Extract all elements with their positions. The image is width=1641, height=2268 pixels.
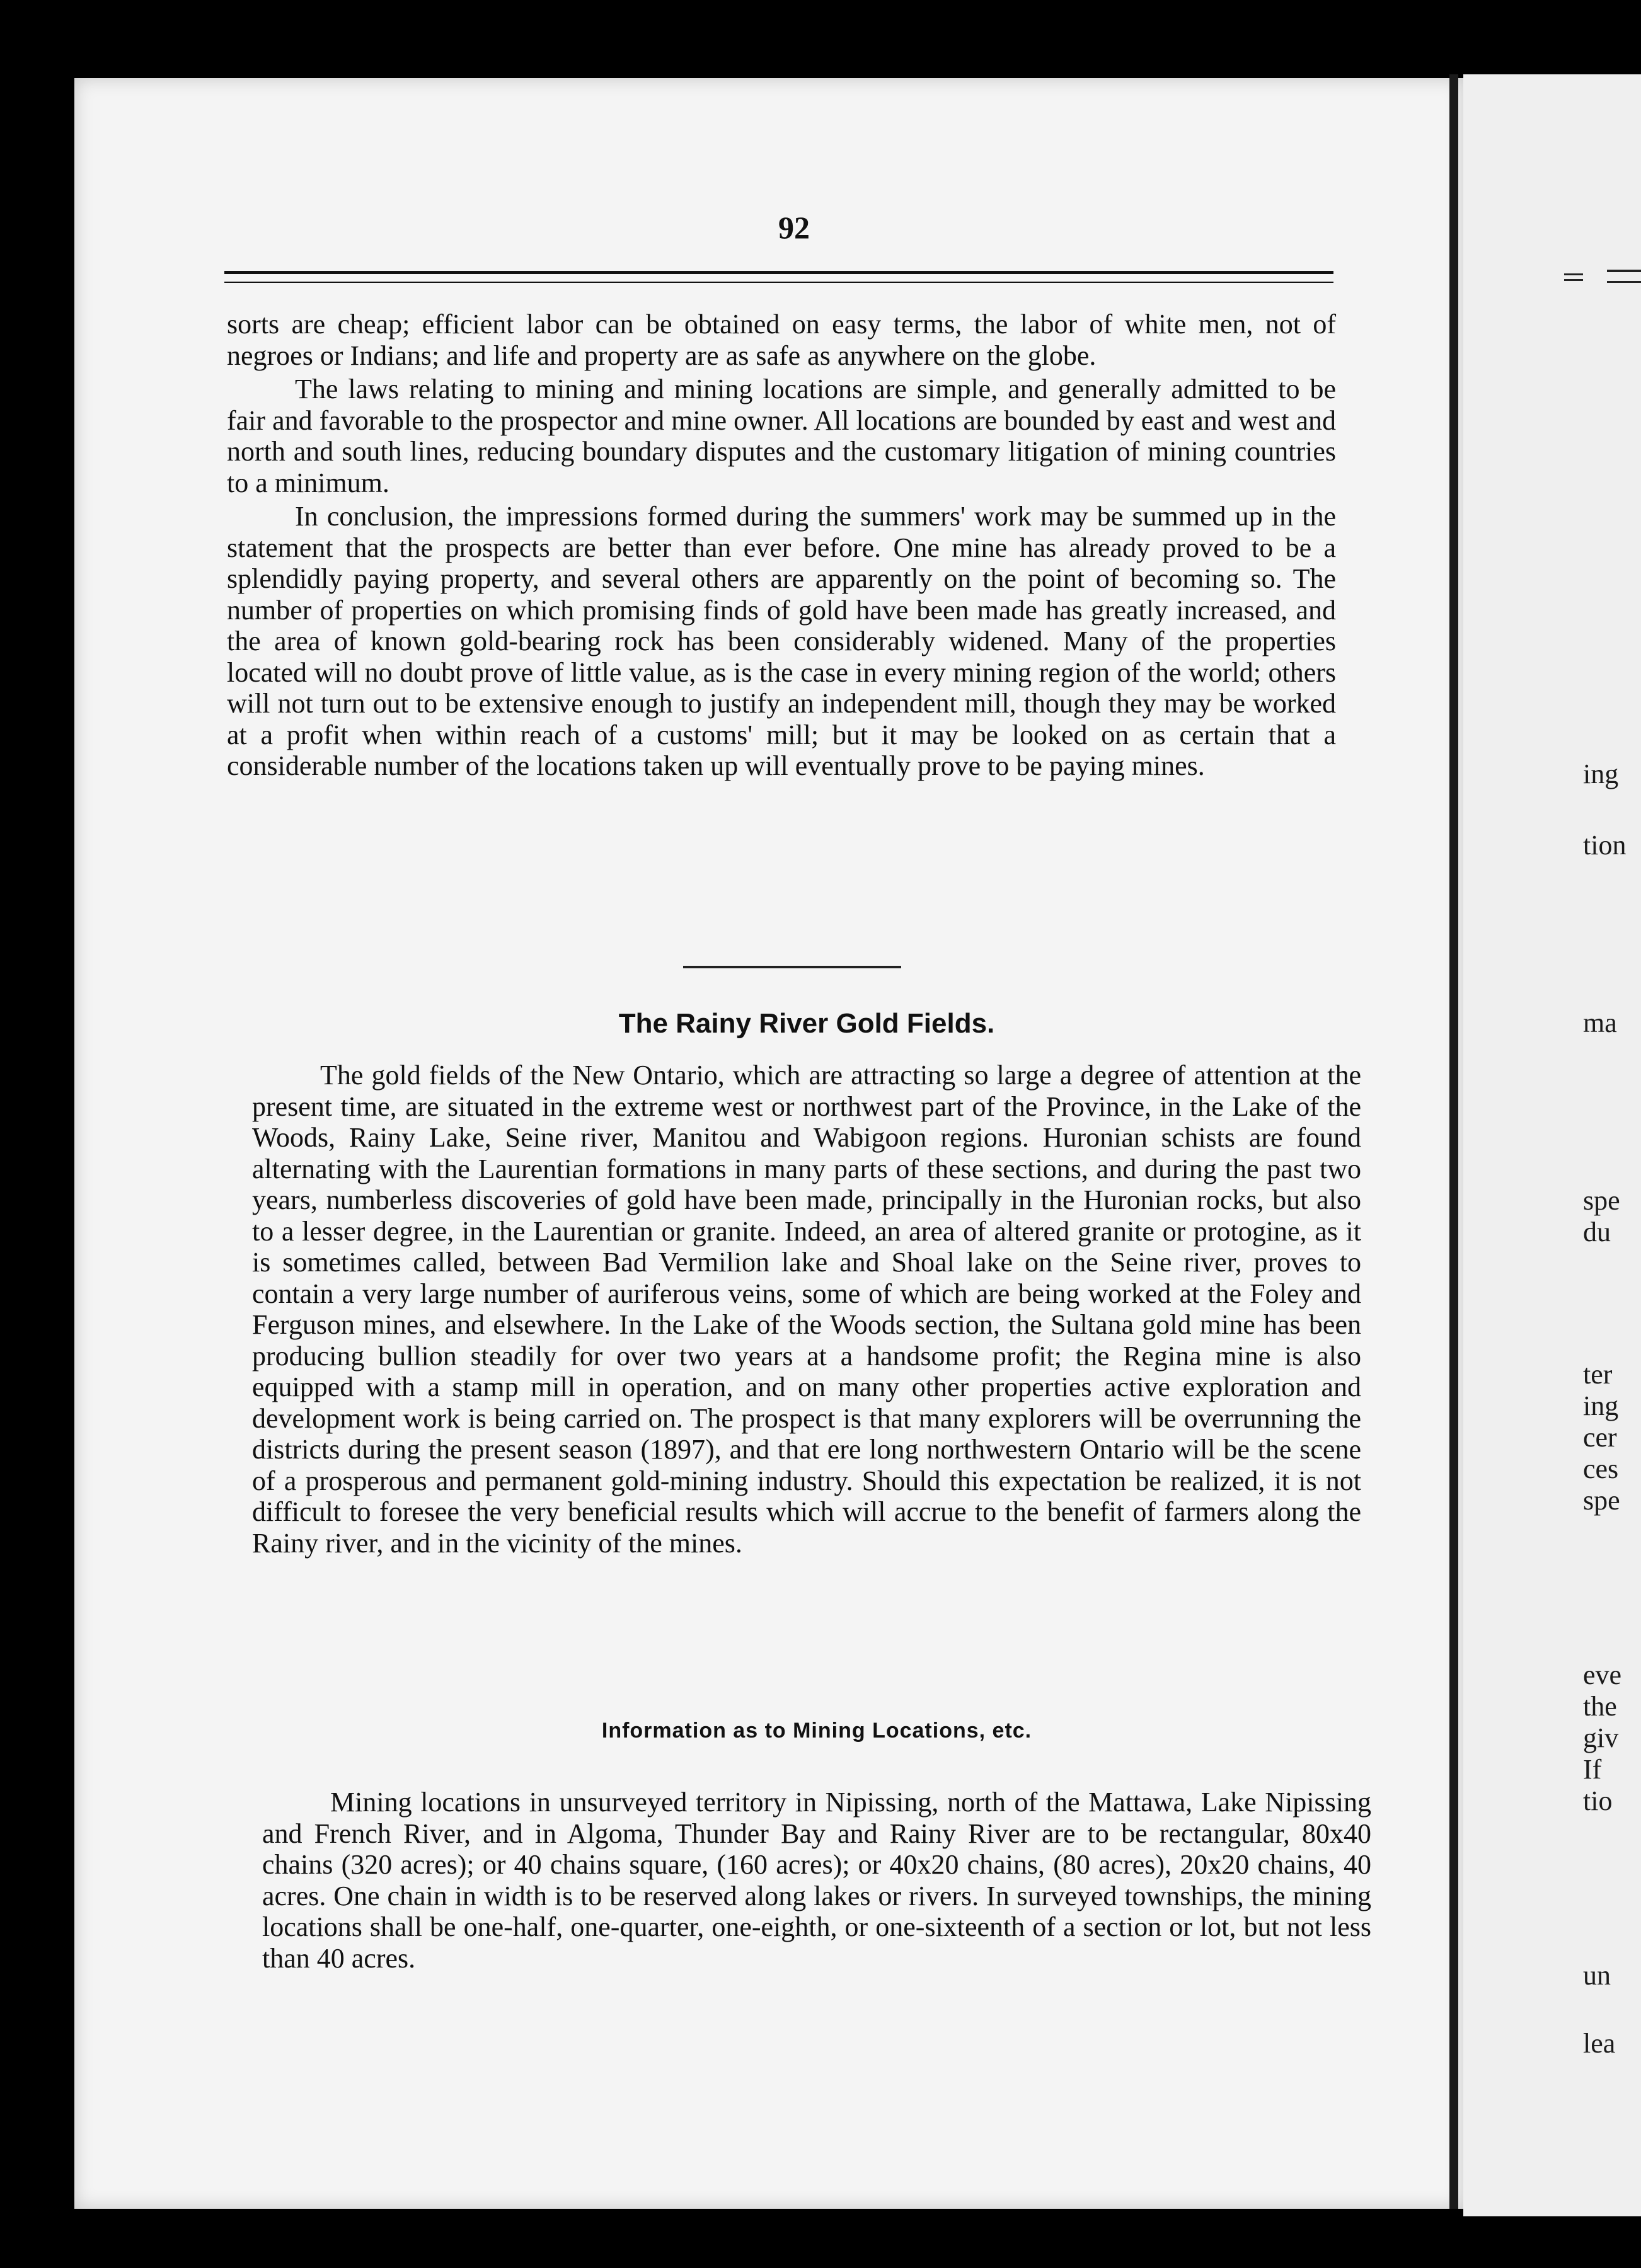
adjacent-page-fragment: tion xyxy=(1583,830,1627,861)
adjacent-page-fragment: spe xyxy=(1583,1185,1620,1216)
mining-locations-text-block xyxy=(262,1787,1371,1976)
adjacent-page-fragment: eve xyxy=(1583,1659,1622,1690)
header-double-rule xyxy=(224,271,1333,283)
adjacent-page-fragment: cer xyxy=(1583,1422,1617,1453)
adjacent-page-fragment: ces xyxy=(1583,1453,1619,1484)
adjacent-page-fragment: ing xyxy=(1583,759,1619,789)
adjacent-page-fragment: the xyxy=(1583,1691,1617,1722)
adjacent-page-fragment: du xyxy=(1583,1217,1611,1247)
section-divider xyxy=(683,966,901,968)
paragraph-mining-laws: The laws relating to mining and mining locations are simple, and generally admitted to be fair and favorable to the prospector and mine owner. All locations are bounded by east and west and north and south lines, reducing boundary disputes and the customary litigation of mining countries to a minimum. xyxy=(227,374,1336,498)
paragraph-gold-fields: The gold fields of the New Ontario, which are attracting so large a degree of attention at the present time, are situated in the extreme west or northwest part of the Province, in the Lake of the Woods, Rainy Lake, Seine river, Manitou and Wabigoon regions. Huronian schists are found alternating with the Laurentian formations in many parts of these sections, and during the past two years, numberless discoveries of gold have been made, principally in the Huronian rocks, but also to a lesser degree, in the Laurentian or granite. Indeed, an area of altered granite or protogine, as it is sometimes called, between Bad Vermilion lake and Shoal lake on the Seine river, proves to contain a very large number of auriferous veins, some of which are being worked at the Foley and Ferguson mines, and elsewhere. In the Lake of the Woods section, the Sultana gold mine has been producing bullion steadily for over two years at a handsome profit; the Regina mine is also equipped with a stamp mill in operation, and on many other properties active exploration and development work is being carried on. The prospect is that many explorers will be overrunning the districts during the present season (1897), and that ere long northwestern Ontario will be the scene of a prosperous and permanent gold-mining industry. Should this expectation be realized, it is not difficult to foresee the very beneficial results which will accrue to the benefit of farmers along the Rainy river, and in the vicinity of the mines. xyxy=(252,1060,1361,1559)
adjacent-page-fragment: ing xyxy=(1583,1390,1619,1421)
adjacent-page-fragment: un xyxy=(1583,1960,1611,1991)
adjacent-page-fragment: ma xyxy=(1583,1007,1617,1038)
paragraph-conclusion: In conclusion, the impressions formed during the summers' work may be summed up in the statement that the prospects are better than ever before. One mine has already proved to be a splendidly paying property, and several others are apparently on the point of becoming so. The number of properties on which promising finds of gold have been made has greatly increased, and the area of known gold-bearing rock has been considerably widened. Many of the properties located will no doubt prove of little value, as is the case in every mining region of the world; others will not turn out to be extensive enough to justify an independent mill, though they may be worked at a profit when within reach of a customs' mill; but it may be looked on as certain that a considerable number of the locations taken up will eventually prove to be paying mines. xyxy=(227,501,1336,781)
page-number: 92 xyxy=(778,210,810,245)
page-gutter-edge xyxy=(1449,74,1458,2209)
adjacent-page-fragment: lea xyxy=(1583,2028,1616,2059)
adjacent-page-fragment: giv xyxy=(1583,1722,1619,1753)
adjacent-page-rule xyxy=(1607,270,1641,283)
rainy-river-text-block xyxy=(252,1060,1361,1561)
adjacent-page-fragment: ter xyxy=(1583,1359,1613,1390)
adjacent-page-fragment: tio xyxy=(1583,1785,1613,1816)
adjacent-page xyxy=(1463,74,1641,2216)
intro-text-block xyxy=(227,309,1336,784)
sub-heading: Information as to Mining Locations, etc. xyxy=(601,1719,1032,1743)
section-heading: The Rainy River Gold Fields. xyxy=(618,1008,995,1039)
adjacent-page-fragment: spe xyxy=(1583,1485,1620,1516)
paragraph-mining-locations: Mining locations in unsurveyed territory in Nipissing, north of the Mattawa, Lake Nipissing and French River, and in Algoma, Thunder Bay and Rainy River are to be rectangular, 80x40 chains (320 acres); or 40 chains square, (160 acres); or 40x20 chains, (80 acres), 20x20 chains, 40 acres. One chain in width is to be reserved along lakes or rivers. In surveyed townships, the mining locations shall be one-half, one-quarter, one-eighth, or one-sixteenth of a section or lot, but not less than 40 acres. xyxy=(262,1787,1371,1974)
adjacent-page-rule-stub xyxy=(1564,273,1583,281)
adjacent-page-fragment: If xyxy=(1583,1754,1602,1785)
paragraph-continued: sorts are cheap; efficient labor can be obtained on easy terms, the labor of white men, not of negroes or Indians; and life and property are as safe as anywhere on the globe. xyxy=(227,309,1336,371)
